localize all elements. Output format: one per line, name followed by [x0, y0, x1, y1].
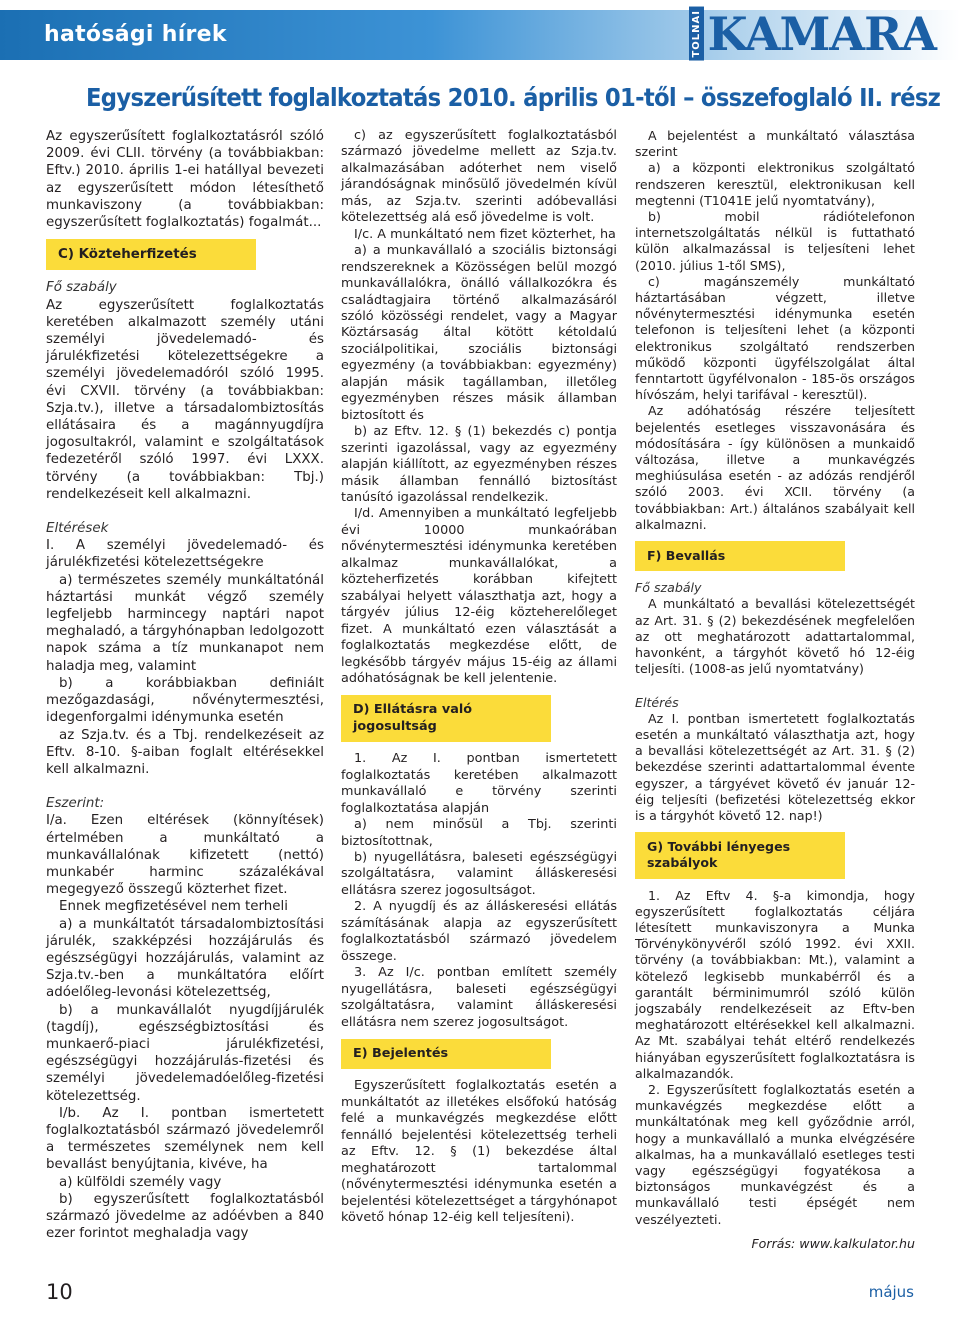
brand-word: KAMARA — [707, 7, 936, 61]
paragraph: b) mobil rádiótelefonon internetszolgáltatás nélkül is futtatható külön alkalmazással is teljesíteni lehet (2010. július 1-től SMS), — [635, 209, 915, 273]
section-heading-box: F) Bevallás — [635, 541, 845, 571]
section-heading-box: E) Bejelentés — [341, 1039, 551, 1069]
brand-side-label: TOLNAI — [689, 7, 704, 61]
paragraph: 3. Az I/c. pontban említett személy nyugellátásra, baleseti egészségügyi szolgáltatásra, valamint álláskeresési ellátásra nem szerez jogosultságot. — [341, 965, 617, 1030]
paragraph: Egyszerűsített foglalkoztatás esetén a munkáltatót az illetékes elsőfokú hatóság felé a munkavégzés megkezdése előtt fennálló bejelentési kötelezettség terheli az Eftv. 12. § (1) bekezdése által meghatározott tartalommal (nővénytermesztési idénymunka esetén a bejelentési kötelezettséget a tárgyhónapot követő hónap 12-éig kell teljesíteni). — [341, 1078, 617, 1226]
page-number: 10 — [46, 1280, 73, 1304]
spacer — [46, 503, 324, 520]
article-headline: Egyszerűsített foglalkoztatás 2010. április 01-től – összefoglaló II. rész — [86, 83, 941, 112]
brand-logo — [689, 8, 936, 60]
paragraph: I/c. A munkáltató nem fizet közterhet, ha — [354, 226, 616, 242]
paragraph: 1. Az I. pontban ismertetett foglalkoztatás keretében alkalmazott munkavállaló e törvény szerinti foglalkoztatása alapján — [341, 751, 617, 816]
paragraph: a) a munkáltatót társadalombiztosítási járulék, szakképzési hozzájárulás és egészségügyi hozzájárulás, valamint az Szja.tv.-ben a munkáltatóra előírt adóelőleg-levonási kötelezettség, — [46, 916, 324, 1001]
paragraph: Az adóhatóság részére teljesített bejelentés esetleges visszavonására és módosítására - így különösen a munkaidő változása, illetve a munkavégzés meghiúsulása esetén - az adózás rendjéről szóló 2003. évi XCII. törvény (a továbbiakban: Art.) általános szabályait kell alkalmazni. — [635, 403, 915, 532]
paragraph: Az egyszerűsített foglalkoztatás keretében alkalmazott személy utáni személyi jövedelemadó- és járulékfizetési kötelezettségekre a személyi jövedelemadóról szóló 1995. évi CXVII. törvény (a továbbiakban: Szja.tv.), illetve a társadalombiztosítás ellátásaira és a magánnyugdíjra jogosultakról, valamint e szolgáltatások fedezetéről szóló 1997. évi LXXX. törvény (a továbbiakban: Tbj.) rendelkezéseit kell alkalmazni. — [46, 297, 324, 502]
source-credit: Forrás: www.kalkulator.hu — [751, 1235, 915, 1251]
column-3 — [635, 128, 915, 1252]
paragraph: I. A személyi jövedelemadó- és járulékfizetési kötelezettségekre — [46, 538, 324, 571]
paragraph: c) magánszemély munkáltató háztartásában végzett, illetve nővénytermesztési idénymunka esetén telefonon is teljesíteni lehet (a központi elektronikus szolgáltató rendszerben működő központi ügyfélszolgálat által fenntartott ügyfélvonalon - 185-ös országos hívószám, helyi tarifával - keresztül). — [635, 273, 915, 403]
paragraph: I/b. Az I. pontban ismertetett foglalkoztatásból származó jövedelemről a természetes személynek nem kell bevallást benyújtania, kivéve, ha — [46, 1105, 324, 1173]
paragraph: az Szja.tv. és a Tbj. rendelkezéseit az Eftv. 8-10. §-aiban foglalt eltérésekkel kell alkalmazni. — [46, 727, 324, 777]
paragraph: A bejelentést a munkáltató választása szerint — [635, 128, 915, 160]
paragraph: b) az Eftv. 12. § (1) bekezdés c) pontja szerinti igazolással, vagy az egyezmény alapján kiállított, az egyezményben részes másik államban fennálló biztosítást tanúsító igazolással rendelkezik. — [341, 424, 617, 505]
subheading: Eltérés — [635, 694, 679, 710]
spacer — [635, 678, 915, 695]
paragraph: a) természetes személy munkáltatónál háztartási munkát végző személy legfeljebb harmincegy naptári napot meghaladó, a tárgyhónapban ledolgozott napok száma a tíz munkanapot nem haladja meg, valamint — [46, 572, 324, 674]
paragraph: A munkáltató a bevallási kötelezettségét az Art. 31. § (2) bekezdésének megfelelően az ott meghatározott adattartalommal, havonként, a tárgyhót követő hó 12-éig teljesíti. (1008-as jelű nyomtatvány) — [635, 596, 915, 677]
paragraph: a) nem minősül a Tbj. szerinti biztosítottnak, — [341, 817, 617, 849]
paragraph: b) nyugellátásra, baleseti egészségügyi szolgáltatásra, valamint álláskeresési ellátásra szerez jogosultságot. — [341, 850, 617, 898]
paragraph: b) egyszerűsített foglalkoztatásból származó jövedelme az adóévben a 840 ezer forintot meghaladja vagy — [46, 1191, 324, 1242]
paragraph: I/d. Amennyiben a munkáltató legfeljebb évi 10000 munkaórában nővénytermesztési idénymunka keretében alkalmaz munkavállalókat, a közteherfizetés korábban kifejtett szabályai helyett választhatja azt, hogy a tárgyév július 12-éig közteherelőleget fizet. A munkáltató ezen választását a foglalkoztatás megkezdése előtt, de legkésőbb tárgyév május 15-éig az állami adóhatóságnak be kell jelentenie. — [341, 506, 617, 686]
paragraph: 1. Az Eftv 4. §-a kimondja, hogy egyszerűsített foglalkoztatás céljára létesített munkaviszonyra a Munka Törvénykönyvéről szóló 1992. évi XXII. törvény (a továbbiakban: Mt.), valamint a kötelező legkisebb munkabérről és a garantált bérminimumról szóló külön jogszabály rendelkezéseit az Eftv-ben meghatározott eltérésekkel kell alkalmazni. Az Mt. szabályai tehát eltérő rendelkezés hiányában egyszerűsített foglalkoztatásra is alkalmazandók. — [635, 887, 915, 1081]
paragraph: a) a munkavállaló a szociális biztonsági rendszereknek a Közösségen belül mozgó munkavállalókra, önálló vállalkozókra és családtagjaira történő alkalmazásáról szóló közösségi rendelet, vagy a Magyar Köztársaság által kötött kétoldalú szociálpolitikai, szociális biztonsági egyezmény (a továbbiakban: egyezmény) alapján másik tagállamban, illetőleg egyezményben részes másik államban biztosított és — [341, 243, 617, 423]
paragraph: 2. A nyugdíj és az álláskeresési ellátás számításának alapja az egyszerűsített foglalkoztatásból származó jövedelem összege. — [341, 899, 617, 964]
subheading: Fő szabály — [635, 580, 702, 596]
subheading: Fő szabály — [46, 280, 117, 296]
spacer — [46, 778, 324, 795]
paragraph: 2. Egyszerűsített foglalkoztatás esetén a munkavégzés megkezdése előtt a munkáltatónak meg kell győződnie arról, hogy a munkavállaló a munka elvégzésére alkalmas, ha a munkavállaló esetleges testi vagy egészségügyi fogyatékosa a biztonságos munkavégzést és a munkavállaló testi épségét nem veszélyezteti. — [635, 1081, 915, 1227]
paragraph: c) az egyszerűsített foglalkoztatásból származó jövedelme mellett az Szja.tv. alkalmazásában adóterhet nem viselő járandóságnak minősülő jövedelmén kívül más, az Szja.tv. szerinti adóbevallási kötelezettség alá eső jövedelme is volt. — [341, 128, 617, 226]
section-heading-box: G) További lényeges szabályok — [635, 832, 845, 878]
section-title: hatósági hírek — [44, 22, 227, 47]
paragraph: Ennek megfizetésével nem terheli — [59, 899, 288, 915]
section-heading-box: C) Közteherfizetés — [46, 239, 256, 270]
paragraph: b) a korábbiakban definiált mezőgazdasági, nővénytermesztési, idegenforgalmi idénymunka esetén — [46, 675, 324, 726]
top-banner — [0, 0, 960, 70]
column-1 — [46, 128, 324, 1242]
section-heading-box: D) Ellátásra való jogosultság — [341, 695, 551, 742]
subheading: Eszerint: — [46, 796, 105, 812]
issue-month: május — [868, 1283, 914, 1301]
paragraph: Az egyszerűsített foglalkoztatásról szóló 2009. évi CLII. törvény (a továbbiakban: Eftv.) 2010. április 1-ei hatállyal bevezeti az egyszerűsített módon létesíthető munkaviszony (a továbbiakban: egyszerűsített foglalkoztatás) fogalmát... — [46, 129, 324, 231]
paragraph: a) külföldi személy vagy — [59, 1174, 222, 1190]
paragraph: I/a. Ezen eltérések (könnyítések) értelmében a munkáltató a munkavállalónak kifizetett (nettó) munkabér harminc százalékával megegyező összegű közterhet fizet. — [46, 813, 324, 898]
subheading: Eltérések — [46, 521, 109, 537]
paragraph: b) a munkavállalót nyugdíjjárulék (tagdíj), egészségbiztosítási és munkaerő-piaci járulékfizetési, egészségügyi hozzájárulás-fizetési és személyi jövedelemadóelőleg-fizetési kötelezettség. — [46, 1002, 324, 1104]
column-2 — [341, 128, 617, 1227]
paragraph: Az I. pontban ismertetett foglalkoztatás esetén a munkáltató választhatja azt, hogy a bevallási kötelezettségét az Art. 31. § (2) bekezdése szerinti adattartalommal évente egyszer, a tárgyévet követő év január 12-éig teljesíti (befizetési kötelezettség ekkor is a tárgyhót követő 12. nap!) — [635, 710, 915, 823]
paragraph: a) a központi elektronikus szolgáltató rendszeren keresztül, elektronikusan kell megtenni (T1041E jelű nyomtatvány), — [635, 160, 915, 208]
